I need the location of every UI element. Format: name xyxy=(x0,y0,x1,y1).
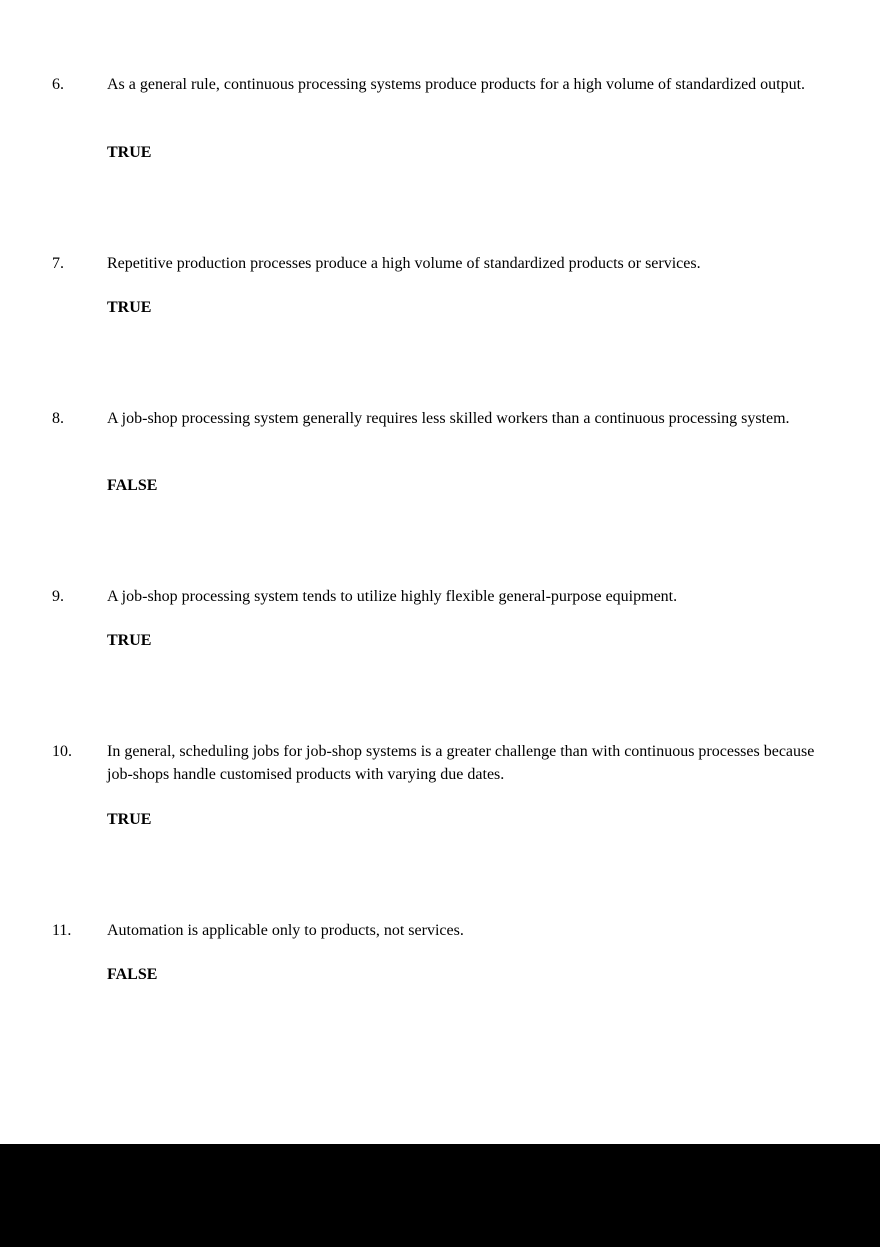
question-answer: TRUE xyxy=(107,811,152,828)
question-text: A job-shop processing system generally requires less skilled workers than a continuous processing system. xyxy=(107,410,790,427)
question-number: 9. xyxy=(52,588,64,605)
question-answer: TRUE xyxy=(107,299,152,316)
question-number: 7. xyxy=(52,255,64,272)
question-number: 6. xyxy=(52,76,64,93)
question-number: 10. xyxy=(52,743,72,760)
question-number: 11. xyxy=(52,922,72,939)
question-text: As a general rule, continuous processing systems produce products for a high volume of standardized output. xyxy=(107,76,806,93)
question-answer: FALSE xyxy=(107,477,158,494)
question-text: Automation is applicable only to products, not services. xyxy=(107,922,464,939)
question-number: 8. xyxy=(52,410,64,427)
question-answer: TRUE xyxy=(107,144,152,161)
question-answer: TRUE xyxy=(107,632,152,649)
question-text: In general, scheduling jobs for job-shop systems is a greater challenge than with continuous processes because job-shops handle customised products with varying due dates. xyxy=(107,743,815,783)
question-text: Repetitive production processes produce a high volume of standardized products or services. xyxy=(107,255,701,272)
question-answer: FALSE xyxy=(107,966,158,983)
question-text: A job-shop processing system tends to utilize highly flexible general-purpose equipment. xyxy=(107,588,678,605)
bottom-black-bar xyxy=(0,1144,880,1247)
